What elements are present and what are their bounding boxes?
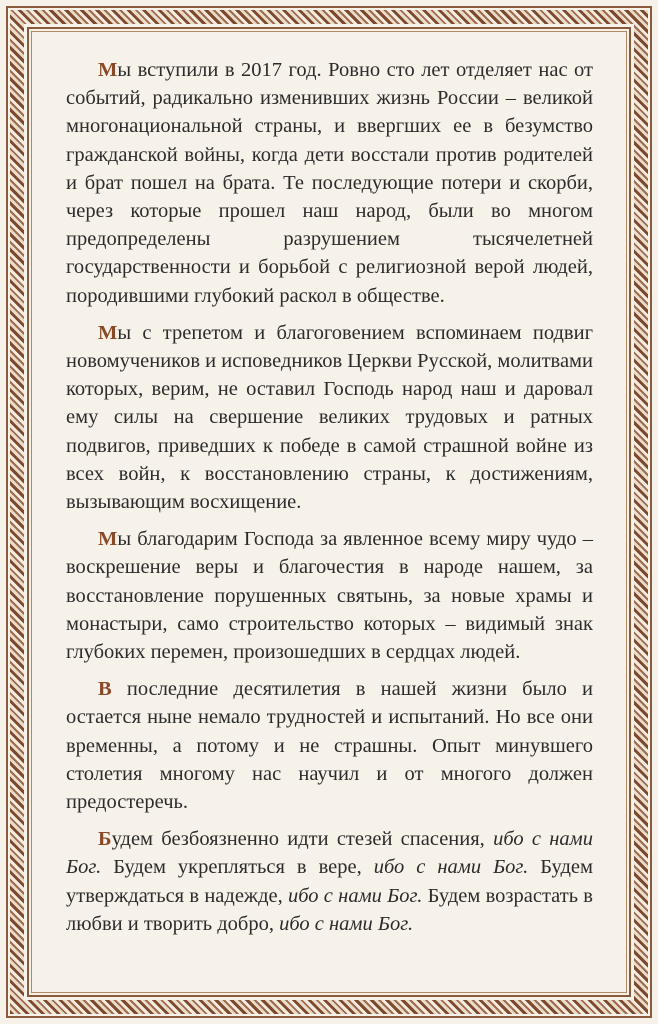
paragraph-text: Будем утверждаться в надежде, — [66, 856, 593, 907]
paragraph-text: ы с трепетом и благоговением вспоминаем подвиг новомучеников и исповедников Церкви Русской, молитвами которых, верим, не оставил Господь народ наш и даровал ему силы на свершение великих трудовых и ратных подвигов, приведших к победе в самой страшной войне из всех войн, к восстановлению страны, к достижениям, вызывающим восхищение. — [66, 321, 593, 514]
paragraph-text: удем безбоязненно идти стезей спасения, — [111, 828, 494, 851]
initial-letter: М — [98, 528, 118, 551]
paragraph-1 — [66, 56, 593, 310]
paragraph-4 — [66, 675, 593, 816]
italic-refrain: ибо с нами Бог. — [279, 912, 414, 935]
paragraph-text: последние десятилетия в нашей жизни было и остается ныне немало трудностей и испытаний. Но все они временны, а потому и не страшны. Опыт минувшего столетия многому нас научил и от многого должен предостеречь. — [66, 678, 593, 814]
paragraph-5 — [66, 825, 593, 938]
paragraph-text: ы вступили в 2017 год. Ровно сто лет отделяет нас от событий, радикально изменивших жизнь России – великой многонациональной страны, и ввергших ее в безумство гражданской войны, когда дети восстали против родителей и брат пошел на брата. Те последующие потери и скорби, через которые прошел наш народ, были во многом предопределены разрушением тысячелетней государственности и борьбой с религиозной верой людей, породившими глубокий раскол в обществе. — [66, 59, 593, 307]
initial-letter: Б — [98, 828, 112, 851]
italic-refrain: ибо с нами Бог. — [66, 828, 593, 879]
paragraph-3 — [66, 525, 593, 666]
italic-refrain: ибо с нами Бог. — [373, 856, 529, 879]
initial-letter: В — [98, 678, 112, 701]
initial-letter: М — [98, 321, 118, 344]
italic-refrain: ибо с нами Бог. — [288, 884, 423, 907]
paragraph-2 — [66, 319, 593, 516]
initial-letter: М — [98, 59, 118, 81]
paragraph-text: Будем укрепляться в вере, — [101, 856, 374, 879]
paragraph-text: Будем возрастать в любви и творить добро, — [66, 884, 593, 935]
paragraph-text: ы благодарим Господа за явленное всему миру чудо – воскрешение веры и благочестия в народе нашем, за восстановление порушенных святынь, за новые храмы и монастыри, само строительство которых – видимый знак глубоких перемен, произошедших в сердцах людей. — [66, 528, 593, 664]
body-text — [66, 56, 593, 947]
